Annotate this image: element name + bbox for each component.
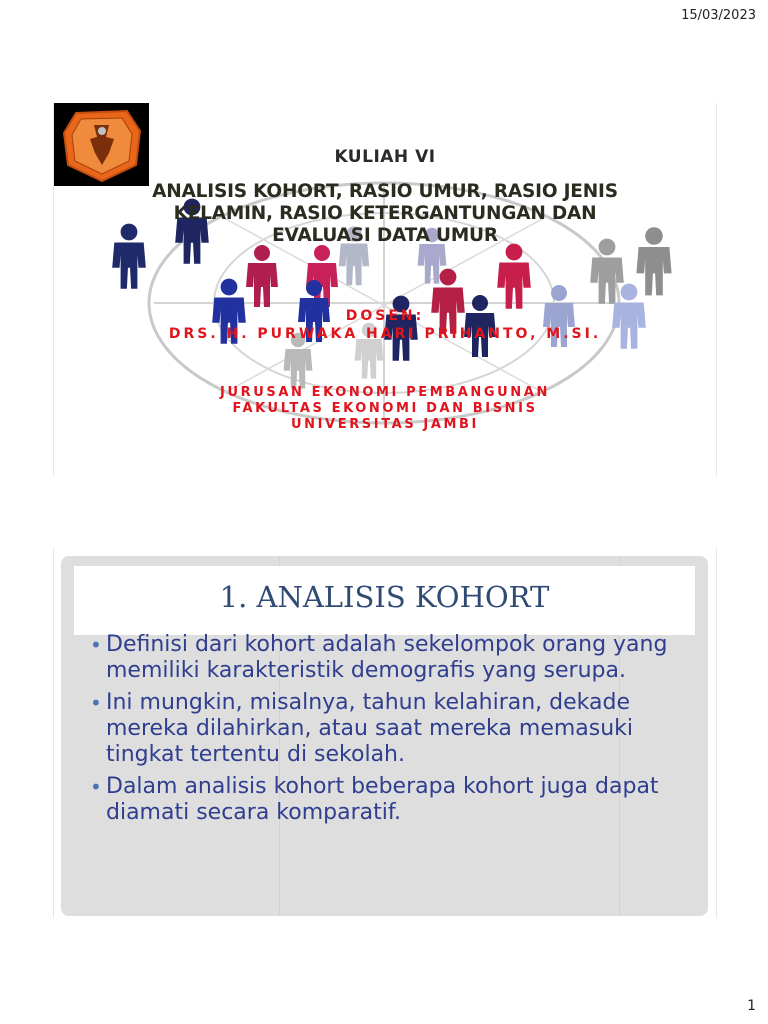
list-item	[90, 632, 690, 684]
university-logo	[54, 103, 149, 186]
lecturer-block	[54, 307, 716, 343]
title-line: EVALUASI DATA UMUR	[272, 225, 498, 246]
department-name: JURUSAN EKONOMI PEMBANGUNAN	[220, 385, 550, 400]
lecturer-name: DRS. H. PURWAKA HARI PRIHANTO, M.SI.	[168, 326, 602, 342]
bullet-icon: •	[90, 691, 102, 715]
bullet-text: Dalam analisis kohort beberapa kohort juga dapat diamati secara komparatif.	[106, 774, 659, 825]
slide2-title: 1. ANALISIS KOHORT	[219, 580, 550, 614]
slide1-title	[94, 181, 676, 247]
page-date: 15/03/2023	[681, 8, 756, 23]
list-item	[90, 774, 690, 826]
title-slide	[53, 103, 717, 476]
bullet-text: Ini mungkin, misalnya, tahun kelahiran, dekade mereka dilahirkan, atau saat mereka memasuki tingkat tertentu di sekolah.	[106, 690, 634, 767]
bullet-icon: •	[90, 633, 102, 657]
bullet-text: Definisi dari kohort adalah sekelompok orang yang memiliki karakteristik demografis yang serupa.	[106, 632, 668, 683]
university-emblem-icon	[54, 103, 149, 186]
content-slide	[61, 556, 708, 916]
lecture-number: KULIAH VI	[334, 147, 436, 167]
page-number: 1	[747, 998, 756, 1014]
bullet-icon: •	[90, 775, 102, 799]
title-line: KELAMIN, RASIO KETERGANTUNGAN DAN	[173, 203, 597, 224]
bullet-list	[90, 632, 690, 832]
institution-block	[54, 385, 716, 433]
university-name: UNIVERSITAS JAMBI	[290, 417, 479, 432]
lecturer-label: DOSEN:	[345, 308, 425, 324]
faculty-name: FAKULTAS EKONOMI DAN BISNIS	[232, 401, 538, 416]
title-bar	[74, 566, 695, 635]
title-line: ANALISIS KOHORT, RASIO UMUR, RASIO JENIS	[152, 181, 618, 202]
list-item	[90, 690, 690, 768]
